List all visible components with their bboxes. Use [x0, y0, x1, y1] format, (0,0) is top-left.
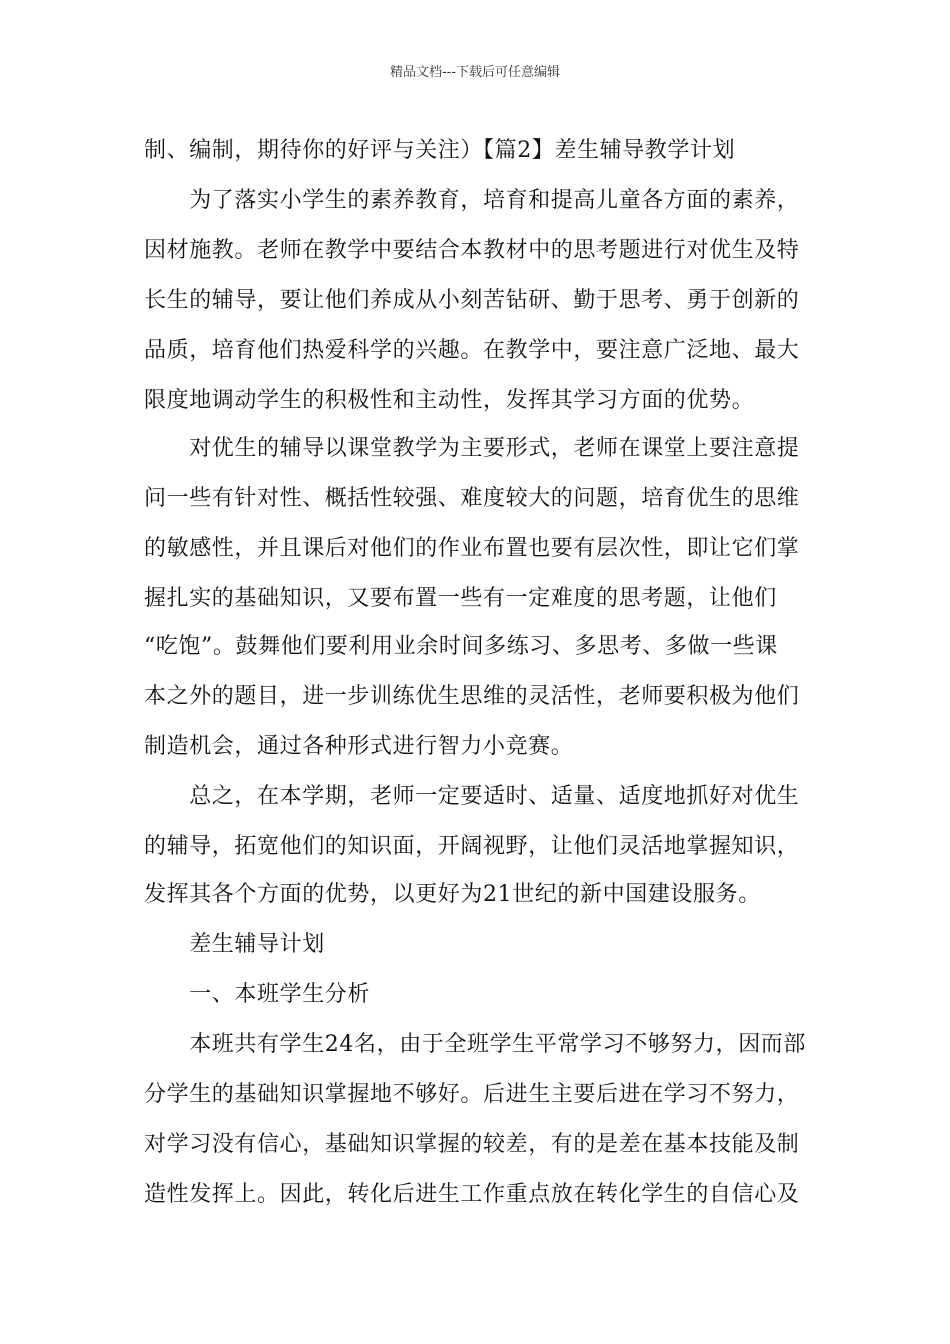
text-line: 分学生的基础知识掌握地不够好。后进生主要后进在学习不努力，: [144, 1082, 800, 1107]
text-line: 的辅导，拓宽他们的知识面，开阔视野，让他们灵活地掌握知识，: [144, 834, 800, 859]
text-line: 的敏感性，并且课后对他们的作业布置也要有层次性，即让它们掌: [144, 536, 800, 561]
text-line: 一、本班学生分析: [144, 982, 371, 1007]
text-line: 造性发挥上。因此，转化后进生工作重点放在转化学生的自信心及: [144, 1182, 800, 1207]
text-line: 本之外的题目，进一步训练优生思维的灵活性，老师要积极为他们: [144, 684, 800, 709]
text-line: 制造机会，通过各种形式进行智力小竞赛。: [144, 734, 574, 759]
text-line: 对优生的辅导以课堂教学为主要形式，老师在课堂上要注意提: [144, 436, 800, 461]
text-line: “吃饱”。鼓舞他们要利用业余时间多练习、多思考、多做一些课: [144, 634, 778, 659]
text-line: 对学习没有信心，基础知识掌握的较差，有的是差在基本技能及制: [144, 1132, 800, 1157]
text-line: 限度地调动学生的积极性和主动性，发挥其学习方面的优势。: [144, 388, 755, 413]
text-line: 因材施教。老师在教学中要结合本教材中的思考题进行对优生及特: [144, 238, 800, 263]
text-line: 长生的辅导，要让他们养成从小刻苦钻研、勤于思考、勇于创新的: [144, 288, 800, 313]
text-line: 本班共有学生24名，由于全班学生平常学习不够努力，因而部: [144, 1032, 806, 1057]
text-line: 问一些有针对性、概括性较强、难度较大的问题，培育优生的思维: [144, 486, 800, 511]
text-line: 差生辅导计划: [144, 932, 325, 957]
text-line: 握扎实的基础知识，又要布置一些有一定难度的思考题，让他们: [144, 586, 777, 611]
text-line: 品质，培育他们热爱科学的兴趣。在教学中，要注意广泛地、最大: [144, 338, 800, 363]
text-line: 为了落实小学生的素养教育，培育和提高儿童各方面的素养，: [144, 188, 800, 213]
text-line: 制、编制，期待你的好评与关注）【篇2】差生辅导教学计划: [144, 138, 736, 163]
text-line: 发挥其各个方面的优势，以更好为21世纪的新中国建设服务。: [144, 882, 761, 907]
page-header: 精品文档---下载后可任意编辑: [389, 65, 561, 80]
text-line: 总之，在本学期，老师一定要适时、适量、适度地抓好对优生: [144, 784, 800, 809]
